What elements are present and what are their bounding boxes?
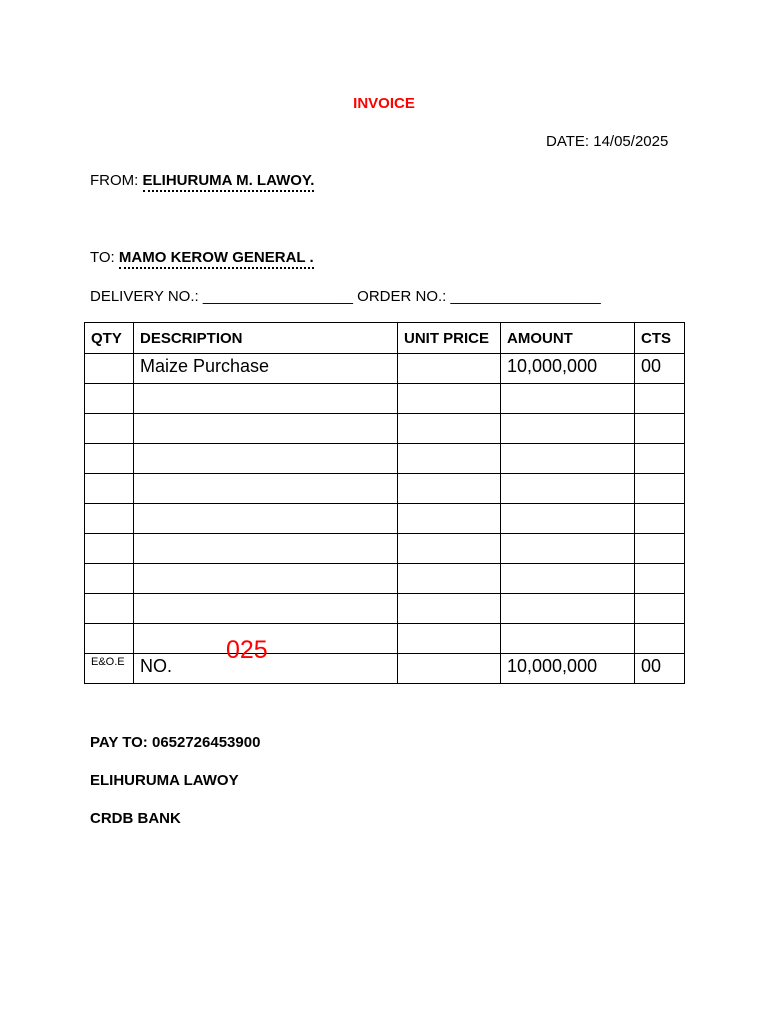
invoice-date — [546, 133, 668, 150]
bank-name: CRDB BANK — [90, 810, 181, 827]
cell-unit-price — [398, 564, 501, 594]
eoe-note: E&O.E — [91, 656, 125, 668]
cell-qty — [85, 354, 134, 384]
cell-unit-price — [398, 474, 501, 504]
cell-qty — [85, 594, 134, 624]
total-unit-price-cell — [398, 654, 501, 684]
cell-description: Maize Purchase — [134, 354, 398, 384]
date-label: DATE: — [546, 133, 590, 150]
total-amount: 10,000,000 — [507, 656, 598, 676]
total-amount-cell — [501, 654, 635, 684]
order-label: ORDER NO.: — [357, 288, 447, 305]
cell-qty — [85, 414, 134, 444]
cell-amount — [501, 384, 635, 414]
order-blank: __________________ — [450, 288, 601, 305]
cell-qty — [85, 504, 134, 534]
table-row — [85, 594, 685, 624]
cell-cts — [635, 444, 685, 474]
to-line — [90, 249, 314, 266]
cell-cts — [635, 414, 685, 444]
invoice-items-table — [84, 322, 685, 684]
table-row — [85, 384, 685, 414]
cell-description — [134, 534, 398, 564]
cell-qty — [85, 474, 134, 504]
cell-amount — [501, 504, 635, 534]
cell-description — [134, 474, 398, 504]
header-unit-price: UNIT PRICE — [398, 323, 501, 354]
table-row — [85, 414, 685, 444]
cell-unit-price — [398, 414, 501, 444]
total-cts: 00 — [641, 656, 662, 676]
cell-qty — [85, 624, 134, 654]
cell-description — [134, 414, 398, 444]
pay-to-line: PAY TO: 0652726453900 — [90, 734, 261, 751]
cell-amount — [501, 444, 635, 474]
from-label: FROM: — [90, 172, 139, 189]
table-row — [85, 534, 685, 564]
cell-amount — [501, 624, 635, 654]
cell-cts — [635, 474, 685, 504]
cell-description — [134, 564, 398, 594]
header-cts: CTS — [635, 323, 685, 354]
cell-amount: 10,000,000 — [501, 354, 635, 384]
cell-description — [134, 444, 398, 474]
invoice-serial-number: 025 — [226, 636, 268, 664]
cell-unit-price — [398, 384, 501, 414]
table-row — [85, 354, 685, 384]
cell-unit-price — [398, 594, 501, 624]
cell-description — [134, 594, 398, 624]
cell-amount — [501, 474, 635, 504]
cell-unit-price — [398, 534, 501, 564]
cell-unit-price — [398, 504, 501, 534]
to-label: TO: — [90, 249, 115, 266]
delivery-label: DELIVERY NO.: — [90, 288, 199, 305]
table-row — [85, 504, 685, 534]
cell-cts — [635, 504, 685, 534]
cell-cts — [635, 624, 685, 654]
cell-qty — [85, 384, 134, 414]
table-header-row — [85, 323, 685, 354]
table-row — [85, 564, 685, 594]
delivery-blank: __________________ — [202, 288, 353, 305]
total-no-label: NO. — [140, 656, 173, 676]
cell-cts — [635, 564, 685, 594]
header-description: DESCRIPTION — [134, 323, 398, 354]
cell-cts — [635, 534, 685, 564]
total-cts-cell — [635, 654, 685, 684]
to-value: MAMO KEROW GENERAL . — [119, 249, 314, 269]
cell-description — [134, 384, 398, 414]
cell-amount — [501, 594, 635, 624]
header-amount: AMOUNT — [501, 323, 635, 354]
cell-qty — [85, 564, 134, 594]
cell-description — [134, 504, 398, 534]
from-value: ELIHURUMA M. LAWOY. — [143, 172, 315, 192]
cell-unit-price — [398, 354, 501, 384]
from-line — [90, 172, 314, 189]
cell-cts — [635, 594, 685, 624]
payee-name: ELIHURUMA LAWOY — [90, 772, 239, 789]
cell-amount — [501, 534, 635, 564]
table-row — [85, 444, 685, 474]
invoice-title: INVOICE — [353, 95, 415, 112]
cell-amount — [501, 564, 635, 594]
table-row — [85, 474, 685, 504]
cell-unit-price — [398, 624, 501, 654]
cell-unit-price — [398, 444, 501, 474]
date-value: 14/05/2025 — [593, 133, 669, 150]
cell-qty — [85, 534, 134, 564]
cell-cts: 00 — [635, 354, 685, 384]
header-qty: QTY — [85, 323, 134, 354]
cell-qty — [85, 444, 134, 474]
table-total-row — [85, 654, 685, 684]
table-row — [85, 624, 685, 654]
cell-cts — [635, 384, 685, 414]
total-qty-cell — [85, 654, 134, 684]
reference-line — [90, 288, 601, 305]
cell-amount — [501, 414, 635, 444]
